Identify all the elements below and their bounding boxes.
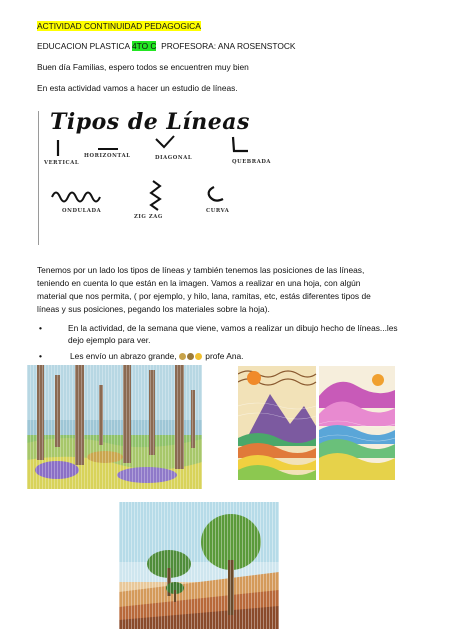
mountains-drawing [238, 366, 395, 480]
bullet-dot: • [39, 323, 42, 333]
label-ondulada: ONDULADA [62, 208, 102, 214]
bullet-line: En la actividad, de la semana que viene, vamos a realizar un dibujo hecho de líneas...les [68, 323, 398, 333]
curva-line-sample [209, 187, 223, 201]
body-paragraph [37, 264, 437, 316]
label-horizontal: HORIZONTAL [84, 153, 131, 159]
example-artwork-trees [119, 502, 279, 629]
hug-emoji-icon [187, 353, 194, 360]
line-types-drawings [38, 107, 270, 247]
body-line: líneas y sus posiciones, pegando los materiales sobre la hoja). [37, 304, 270, 314]
subject-label: EDUCACION PLASTICA [37, 41, 132, 51]
teacher-label: PROFESORA: ANA ROSENSTOCK [156, 41, 296, 51]
example-artwork-forest [27, 365, 202, 489]
farewell-text: Les envío un abrazo grande, [70, 351, 177, 361]
diagonal-line-sample [156, 136, 174, 147]
intro-text: En esta actividad vamos a hacer un estudio de líneas. [37, 83, 238, 93]
body-line: Tenemos por un lado los tipos de líneas y también tenemos las posiciones de las líneas, [37, 265, 365, 275]
line-types-title: Tipos de Líneas [50, 109, 250, 135]
bullet-dot: • [39, 351, 42, 361]
subject-line [37, 41, 295, 52]
hug-emoji-icon [179, 353, 186, 360]
label-zigzag: ZIG ZAG [134, 214, 163, 220]
quebrada-line-sample [233, 137, 248, 151]
forest-drawing [27, 365, 202, 489]
example-artwork-mountains [238, 366, 395, 480]
bullet-line: dejo ejemplo para ver. [68, 335, 151, 345]
bullet-line [70, 350, 243, 362]
trees-drawing [119, 502, 279, 629]
bullet-item-farewell [39, 350, 244, 362]
document-title [37, 21, 201, 32]
smile-emoji-icon [195, 353, 202, 360]
label-quebrada: QUEBRADA [232, 159, 272, 165]
grade-highlight: 4TO C [131, 41, 157, 51]
greeting: Buen día Familias, espero todos se encuentren muy bien [37, 62, 249, 72]
label-diagonal: DIAGONAL [155, 155, 193, 161]
bullet-item-activity [39, 322, 398, 346]
signature-text: profe Ana. [202, 351, 244, 361]
line-types-illustration [38, 107, 270, 247]
zigzag-line-sample [151, 181, 160, 210]
label-vertical: VERTICAL [44, 160, 80, 166]
label-curva: CURVA [206, 208, 230, 214]
body-line: material que nos permita, ( por ejemplo, y hilo, lana, ramitas, etc, estás diferentes tipos de [37, 291, 371, 301]
title-highlight: ACTIVIDAD CONTINUIDAD PEDAGOGICA [37, 21, 201, 31]
ondulada-line-sample [52, 193, 100, 202]
body-line: teniendo en cuenta lo que están en la imagen. Vamos a realizar en una hoja, con algún [37, 278, 361, 288]
